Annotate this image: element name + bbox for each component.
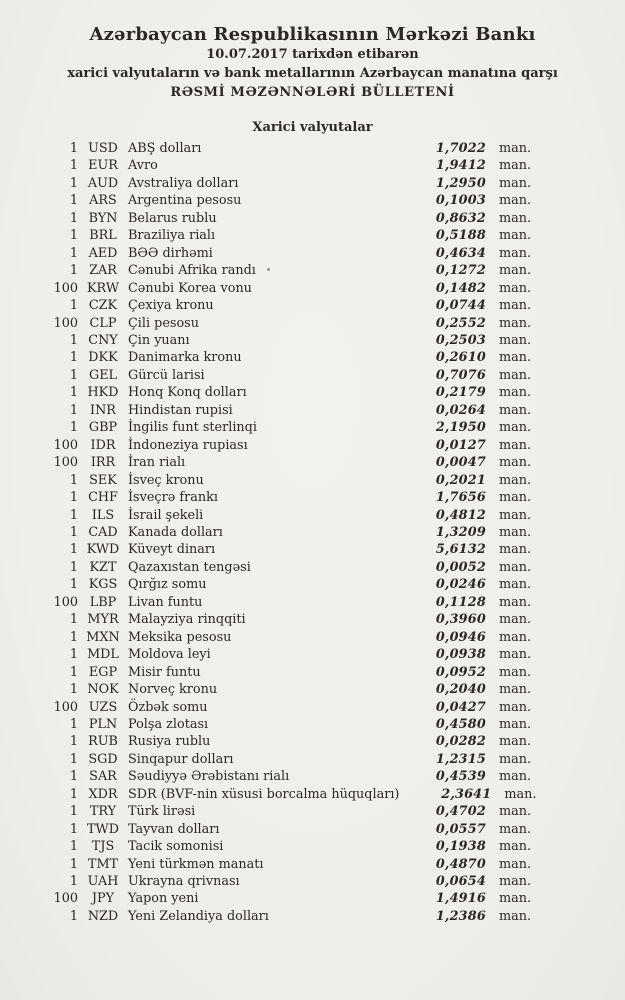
rate-value: 0,1938 <box>435 839 486 855</box>
currency-quantity: 1 <box>69 228 78 244</box>
currency-quantity: 1 <box>69 350 78 366</box>
currency-code: INR <box>90 402 116 418</box>
currency-quantity: 1 <box>69 210 78 226</box>
currency-quantity: 100 <box>53 280 78 296</box>
currency-code: MYR <box>87 612 119 628</box>
currency-code: CLP <box>89 315 117 331</box>
currency-quantity: 1 <box>69 524 78 540</box>
unit-label: man. <box>499 507 532 523</box>
currency-code: MXN <box>86 629 120 645</box>
currency-name: ABŞ dolları <box>128 141 202 156</box>
unit-label: man. <box>499 891 532 907</box>
exchange-rate-row <box>30 699 532 716</box>
unit-label: man. <box>499 629 532 645</box>
exchange-rate-row <box>30 856 532 873</box>
unit-label: man. <box>499 472 532 488</box>
rate-value: 0,0047 <box>435 455 486 471</box>
currency-name: Yapon yeni <box>128 891 199 907</box>
currency-code: CAD <box>88 524 118 540</box>
unit-label: man. <box>499 577 532 593</box>
currency-quantity: 1 <box>69 734 78 750</box>
currency-quantity: 1 <box>69 332 78 348</box>
exchange-rate-row <box>30 245 532 262</box>
currency-quantity: 1 <box>69 629 78 645</box>
exchange-rate-row <box>30 716 532 733</box>
currency-name: Danimarka kronu <box>128 350 242 366</box>
currency-name: Çin yuanı <box>128 332 190 348</box>
currency-code: IDR <box>90 437 116 453</box>
unit-label: man. <box>499 141 532 156</box>
exchange-rate-row <box>30 472 532 489</box>
unit-label: man. <box>499 839 532 855</box>
currency-name: İsveçrə frankı <box>128 490 218 506</box>
exchange-rate-row <box>30 402 532 419</box>
currency-name: Hindistan rupisi <box>128 402 233 418</box>
unit-label: man. <box>504 786 537 802</box>
currency-quantity: 1 <box>69 298 78 314</box>
currency-code: GBP <box>88 420 118 436</box>
currency-quantity: 1 <box>69 874 78 890</box>
exchange-rate-row <box>30 664 532 681</box>
currency-name: İngilis funt sterlinqi <box>128 420 257 436</box>
unit-label: man. <box>499 280 532 296</box>
unit-label: man. <box>499 716 532 732</box>
currency-code: CNY <box>88 332 118 348</box>
currency-quantity: 1 <box>69 490 78 506</box>
effective-date-line: 10.07.2017 tarixdən etibarən <box>206 47 419 62</box>
currency-name: Livan funtu <box>128 594 203 610</box>
rate-value: 2,3641 <box>441 786 492 802</box>
rate-value: 0,1482 <box>435 280 486 296</box>
exchange-rate-row <box>30 646 532 663</box>
unit-label: man. <box>499 298 532 314</box>
unit-label: man. <box>499 350 532 366</box>
rate-value: 0,4812 <box>435 507 486 523</box>
rate-value: 0,2552 <box>435 315 486 331</box>
currency-name: Avstraliya dolları <box>128 175 239 191</box>
currency-quantity: 1 <box>69 158 78 174</box>
rate-value: 1,2950 <box>435 175 486 191</box>
currency-code: NOK <box>87 682 119 698</box>
exchange-rate-row <box>30 280 532 297</box>
exchange-rate-row <box>30 908 532 925</box>
currency-code: AED <box>88 245 118 261</box>
unit-label: man. <box>499 158 532 174</box>
unit-label: man. <box>499 228 532 244</box>
currency-code: RUB <box>88 734 118 750</box>
currency-quantity: 1 <box>69 402 78 418</box>
currency-name: Yeni türkmən manatı <box>128 856 264 872</box>
currency-quantity: 1 <box>69 385 78 401</box>
currency-name: İsrail şekeli <box>128 507 204 523</box>
unit-label: man. <box>499 245 532 261</box>
unit-label: man. <box>499 734 532 750</box>
currency-quantity: 1 <box>69 193 78 209</box>
rate-value: 0,0938 <box>435 647 486 663</box>
currency-quantity: 1 <box>69 141 78 156</box>
exchange-rate-row <box>30 890 532 907</box>
exchange-rate-row <box>30 192 532 209</box>
exchange-rate-row <box>30 594 532 611</box>
section-title-foreign-currencies: Xarici valyutalar <box>252 120 373 135</box>
exchange-rate-row <box>30 681 532 698</box>
currency-quantity: 1 <box>69 647 78 663</box>
rate-value: 1,2315 <box>435 751 486 767</box>
rate-value: 0,0427 <box>435 699 486 715</box>
unit-label: man. <box>499 437 532 453</box>
rate-value: 0,0952 <box>435 664 486 680</box>
currency-quantity: 1 <box>69 821 78 837</box>
rate-value: 0,0246 <box>435 577 486 593</box>
currency-code: SGD <box>88 751 118 767</box>
currency-name: Sinqapur dolları <box>128 751 234 767</box>
exchange-rate-row <box>30 349 532 366</box>
currency-code: TRY <box>89 804 117 820</box>
rate-value: 0,4539 <box>435 769 486 785</box>
rate-value: 1,4916 <box>435 891 486 907</box>
currency-quantity: 1 <box>69 245 78 261</box>
currency-name: Çili pesosu <box>128 315 199 331</box>
unit-label: man. <box>499 612 532 628</box>
currency-code: HKD <box>87 385 119 401</box>
currency-code: LBP <box>89 594 117 610</box>
currency-name: Braziliya rialı <box>128 228 216 244</box>
currency-code: ZAR <box>89 263 117 279</box>
unit-label: man. <box>499 682 532 698</box>
currency-quantity: 100 <box>53 699 78 715</box>
currency-name: Kanada dolları <box>128 524 223 540</box>
scan-speck <box>267 268 270 271</box>
rate-value: 0,0052 <box>435 559 486 575</box>
rate-value: 0,3960 <box>435 612 486 628</box>
rate-value: 0,4580 <box>435 716 486 732</box>
rate-value: 0,4702 <box>435 804 486 820</box>
exchange-rate-row <box>30 541 532 558</box>
unit-label: man. <box>499 751 532 767</box>
currency-quantity: 1 <box>69 664 78 680</box>
rate-value: 0,0282 <box>435 734 486 750</box>
currency-quantity: 1 <box>69 507 78 523</box>
currency-code: NZD <box>87 908 119 924</box>
currency-code: USD <box>88 141 118 156</box>
exchange-rate-row <box>30 576 532 593</box>
bank-name: Azərbaycan Respublikasının Mərkəzi Bankı <box>89 24 536 45</box>
currency-quantity: 1 <box>69 769 78 785</box>
currency-quantity: 1 <box>69 856 78 872</box>
currency-quantity: 100 <box>53 455 78 471</box>
currency-quantity: 1 <box>69 786 78 802</box>
unit-label: man. <box>499 175 532 191</box>
currency-name: Misir funtu <box>128 664 201 680</box>
currency-quantity: 1 <box>69 542 78 558</box>
unit-label: man. <box>499 367 532 383</box>
rate-value: 0,2503 <box>435 332 486 348</box>
currency-quantity: 1 <box>69 839 78 855</box>
unit-label: man. <box>499 699 532 715</box>
currency-name: Tayvan dolları <box>128 821 220 837</box>
rate-value: 0,0557 <box>435 821 486 837</box>
currency-name: Cənubi Afrika randı <box>128 263 256 279</box>
unit-label: man. <box>499 594 532 610</box>
unit-label: man. <box>499 402 532 418</box>
unit-label: man. <box>499 263 532 279</box>
rate-value: 0,5188 <box>435 228 486 244</box>
currency-name: Honq Konq dolları <box>128 385 247 401</box>
rate-value: 0,0654 <box>435 874 486 890</box>
currency-name: İran rialı <box>128 455 186 471</box>
exchange-rate-row <box>30 227 532 244</box>
currency-quantity: 1 <box>69 559 78 575</box>
currency-code: EGP <box>88 664 118 680</box>
currency-code: GEL <box>88 367 118 383</box>
exchange-rate-row <box>30 507 532 524</box>
currency-name: Meksika pesosu <box>128 629 232 645</box>
unit-label: man. <box>499 804 532 820</box>
currency-quantity: 1 <box>69 804 78 820</box>
unit-label: man. <box>499 332 532 348</box>
currency-name: Argentina pesosu <box>128 193 242 209</box>
currency-code: JPY <box>91 891 115 907</box>
exchange-rate-row <box>30 419 532 436</box>
exchange-rate-row <box>30 524 532 541</box>
exchange-rates-table <box>30 140 537 925</box>
exchange-rate-row <box>30 454 532 471</box>
unit-label: man. <box>499 664 532 680</box>
subject-line: xarici valyutaların və bank metallarının Azərbaycan manatına qarşı <box>67 66 558 81</box>
exchange-rate-row <box>30 367 532 384</box>
currency-quantity: 1 <box>69 175 78 191</box>
currency-name: Ukrayna qrivnası <box>128 874 240 890</box>
currency-name: Polşa zlotası <box>128 716 209 732</box>
rate-value: 0,0946 <box>435 629 486 645</box>
currency-name: Cənubi Korea vonu <box>128 280 252 296</box>
currency-code: KZT <box>89 559 117 575</box>
currency-name: SDR (BVF-nin xüsusi borcalma hüquqları) <box>128 786 400 802</box>
exchange-rate-row <box>30 768 532 785</box>
currency-name: Malayziya rinqqiti <box>128 612 246 628</box>
currency-code: IRR <box>90 455 116 471</box>
currency-code: TJS <box>91 839 115 855</box>
currency-quantity: 1 <box>69 367 78 383</box>
unit-label: man. <box>499 210 532 226</box>
currency-quantity: 1 <box>69 612 78 628</box>
currency-name: BƏƏ dirhəmi <box>128 245 213 261</box>
currency-quantity: 100 <box>53 315 78 331</box>
rate-value: 0,0744 <box>435 298 486 314</box>
currency-code: CHF <box>88 490 118 506</box>
rate-value: 1,7656 <box>435 490 486 506</box>
unit-label: man. <box>499 524 532 540</box>
exchange-rate-row <box>30 157 532 174</box>
currency-name: İndoneziya rupiası <box>128 437 248 453</box>
exchange-rate-row <box>30 611 532 628</box>
currency-quantity: 1 <box>69 263 78 279</box>
currency-quantity: 1 <box>69 420 78 436</box>
bulletin-header <box>0 0 625 102</box>
currency-name: Qazaxıstan tengəsi <box>128 559 251 575</box>
currency-code: KWD <box>86 542 120 558</box>
rate-value: 1,7022 <box>435 141 486 156</box>
exchange-rate-row <box>30 821 532 838</box>
rate-value: 0,1272 <box>435 263 486 279</box>
unit-label: man. <box>499 455 532 471</box>
rate-value: 0,1128 <box>435 594 486 610</box>
currency-code: MDL <box>87 647 119 663</box>
currency-code: AUD <box>87 175 119 191</box>
currency-name: Moldova leyi <box>128 647 211 663</box>
currency-quantity: 1 <box>69 908 78 924</box>
rate-value: 2,1950 <box>435 420 486 436</box>
unit-label: man. <box>499 315 532 331</box>
rate-value: 0,0127 <box>435 437 486 453</box>
rate-value: 0,1003 <box>435 193 486 209</box>
currency-name: Səudiyyə Ərəbistanı rialı <box>128 769 290 785</box>
bulletin-title: RƏSMİ MƏZƏNNƏLƏRİ BÜLLETENİ <box>170 85 455 100</box>
currency-name: Avro <box>128 158 158 174</box>
currency-code: SAR <box>89 769 117 785</box>
currency-name: Küveyt dinarı <box>128 542 216 558</box>
exchange-rate-row <box>30 315 532 332</box>
currency-quantity: 1 <box>69 472 78 488</box>
currency-code: TWD <box>87 821 119 837</box>
unit-label: man. <box>499 420 532 436</box>
exchange-rate-row <box>30 803 532 820</box>
currency-quantity: 1 <box>69 716 78 732</box>
currency-name: Yeni Zelandiya dolları <box>128 908 269 924</box>
currency-code: PLN <box>88 716 118 732</box>
exchange-rate-row <box>30 733 532 750</box>
currency-quantity: 100 <box>53 437 78 453</box>
rate-value: 0,0264 <box>435 402 486 418</box>
currency-code: CZK <box>88 298 118 314</box>
exchange-rate-row <box>30 297 532 314</box>
currency-code: KGS <box>88 577 118 593</box>
currency-code: TMT <box>87 856 119 872</box>
exchange-rate-row <box>30 489 532 506</box>
currency-code: BYN <box>88 210 118 226</box>
currency-name: Tacik somonisi <box>128 839 224 855</box>
currency-code: SEK <box>89 472 117 488</box>
unit-label: man. <box>499 856 532 872</box>
currency-code: UZS <box>88 699 118 715</box>
currency-name: Qırğız somu <box>128 577 207 593</box>
exchange-rate-row <box>30 332 532 349</box>
rate-value: 0,8632 <box>435 210 486 226</box>
unit-label: man. <box>499 821 532 837</box>
currency-name: Rusiya rublu <box>128 734 211 750</box>
currency-name: Norveç kronu <box>128 682 218 698</box>
unit-label: man. <box>499 647 532 663</box>
currency-quantity: 1 <box>69 577 78 593</box>
currency-name: Çexiya kronu <box>128 298 214 314</box>
exchange-rate-row <box>30 629 532 646</box>
currency-code: ILS <box>91 507 115 523</box>
exchange-rate-row <box>30 210 532 227</box>
currency-name: Gürcü larisi <box>128 367 205 383</box>
unit-label: man. <box>499 908 532 924</box>
rate-value: 1,9412 <box>435 158 486 174</box>
currency-name: Özbək somu <box>128 699 208 715</box>
exchange-rate-row <box>30 751 532 768</box>
rate-value: 5,6132 <box>435 542 486 558</box>
currency-code: KRW <box>86 280 120 296</box>
currency-code: BRL <box>89 228 117 244</box>
unit-label: man. <box>499 769 532 785</box>
rate-value: 0,2040 <box>435 682 486 698</box>
exchange-rate-row <box>30 559 532 576</box>
unit-label: man. <box>499 559 532 575</box>
currency-quantity: 100 <box>53 594 78 610</box>
exchange-rate-row <box>30 384 532 401</box>
exchange-rate-row <box>30 437 532 454</box>
exchange-rate-row <box>30 175 532 192</box>
unit-label: man. <box>499 490 532 506</box>
unit-label: man. <box>499 542 532 558</box>
unit-label: man. <box>499 385 532 401</box>
currency-code: DKK <box>88 350 118 366</box>
currency-code: UAH <box>87 874 119 890</box>
currency-quantity: 1 <box>69 751 78 767</box>
currency-quantity: 1 <box>69 682 78 698</box>
rate-value: 0,2021 <box>435 472 486 488</box>
rate-value: 1,2386 <box>435 908 486 924</box>
unit-label: man. <box>499 193 532 209</box>
currency-name: İsveç kronu <box>128 472 204 488</box>
currency-name: Türk lirəsi <box>128 804 196 820</box>
exchange-rate-row <box>30 838 532 855</box>
rate-value: 0,2610 <box>435 350 486 366</box>
rate-value: 1,3209 <box>435 524 486 540</box>
rate-value: 0,4870 <box>435 856 486 872</box>
unit-label: man. <box>499 874 532 890</box>
currency-quantity: 100 <box>53 891 78 907</box>
rate-value: 0,7076 <box>435 367 486 383</box>
rate-value: 0,2179 <box>435 385 486 401</box>
exchange-rate-row <box>30 262 532 279</box>
rate-value: 0,4634 <box>435 245 486 261</box>
currency-code: XDR <box>88 786 118 802</box>
exchange-rate-row <box>30 873 532 890</box>
currency-name: Belarus rublu <box>128 210 217 226</box>
exchange-rate-row <box>30 140 532 157</box>
exchange-rate-row <box>30 786 537 803</box>
currency-code: EUR <box>88 158 118 174</box>
currency-code: ARS <box>89 193 117 209</box>
